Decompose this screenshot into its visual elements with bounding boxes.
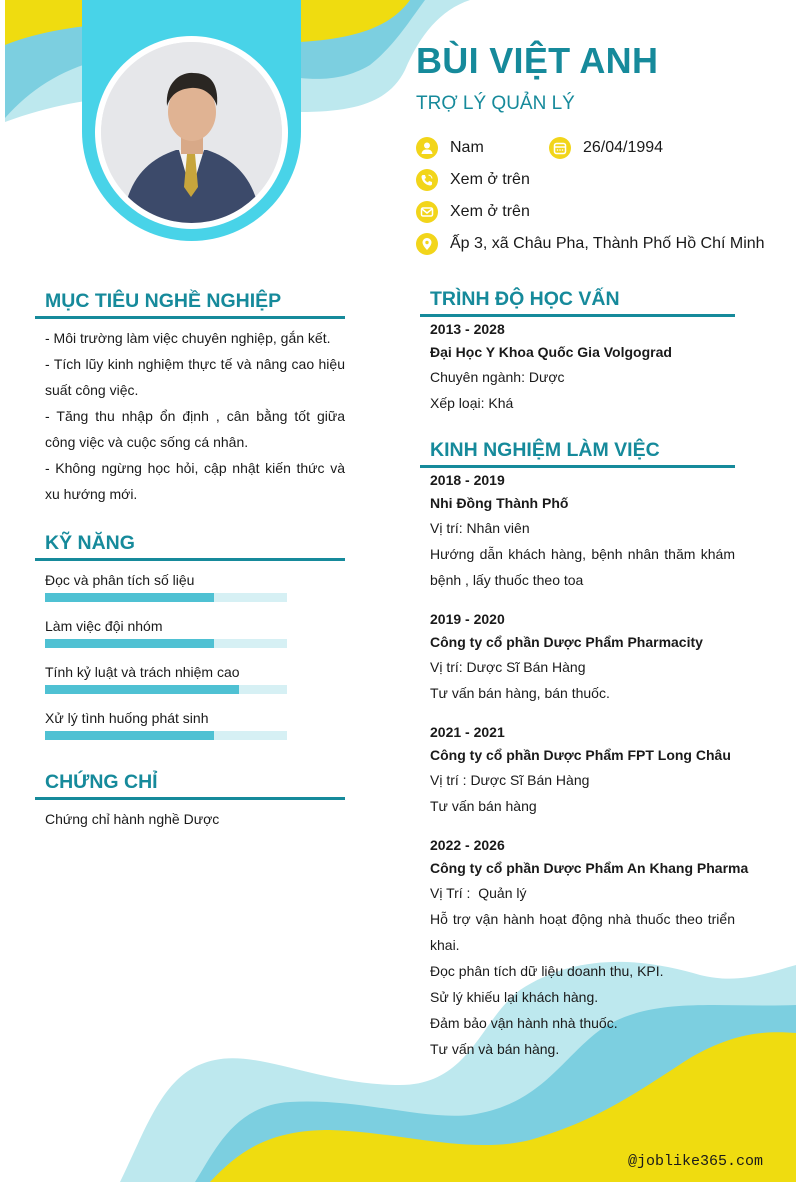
phone-row [416, 169, 530, 191]
job-detail: Hỗ trợ vận hành hoạt động nhà thuốc theo triển khai. [430, 911, 735, 953]
job-period: 2019 - 2020 [430, 611, 505, 627]
birthday-row [549, 137, 663, 159]
objective-title: MỤC TIÊU NGHỀ NGHIỆP [45, 290, 282, 312]
skill-bar-fill [45, 639, 214, 648]
education-grade: Xếp loại: Khá [430, 395, 514, 411]
gender-value: Nam [450, 139, 484, 156]
job-detail: Hướng dẫn khách hàng, bệnh nhân thăm khám bệnh , lấy thuốc theo toa [430, 546, 735, 588]
skills-title: KỸ NĂNG [45, 532, 135, 554]
objective-line: - Môi trường làm việc chuyên nghiệp, gắn kết. [45, 330, 331, 346]
objective-line: - Không ngừng học hỏi, cập nhật kiến thức và xu hướng mới. [45, 460, 345, 502]
skill-label: Tính kỷ luật và trách nhiệm cao [45, 664, 240, 680]
job-detail: Tư vấn và bán hàng. [430, 1041, 560, 1057]
education-school: Đại Học Y Khoa Quốc Gia Volgograd [430, 344, 672, 360]
certificates-title: CHỨNG CHỈ [45, 771, 158, 793]
skill-bar [45, 685, 287, 694]
phone-icon [416, 169, 438, 191]
job-company: Công ty cổ phần Dược Phẩm Pharmacity [430, 634, 703, 650]
job-position: Vị trí: Dược Sĩ Bán Hàng [430, 659, 586, 675]
skills-divider [35, 558, 345, 561]
birthday-value: 26/04/1994 [583, 139, 664, 156]
email-row [416, 201, 530, 223]
job-position: Vị Trí : Quản lý [430, 885, 527, 901]
user-icon [416, 137, 438, 159]
email-value: Xem ở trên [450, 203, 530, 220]
skill-bar [45, 593, 287, 602]
job-company: Công ty cổ phần Dược Phẩm FPT Long Châu [430, 747, 731, 763]
certificates-divider [35, 797, 345, 800]
certificate-item: Chứng chỉ hành nghề Dược [45, 811, 220, 827]
job-position: Vị trí : Dược Sĩ Bán Hàng [430, 772, 590, 788]
job-period: 2022 - 2026 [430, 837, 505, 853]
skill-bar [45, 639, 287, 648]
education-title: TRÌNH ĐỘ HỌC VẤN [430, 288, 620, 310]
address-row [416, 233, 765, 255]
skill-bar-fill [45, 593, 214, 602]
job-detail: Tư vấn bán hàng [430, 798, 537, 814]
objective-list [45, 325, 345, 507]
mail-icon [416, 201, 438, 223]
skill-bar [45, 731, 287, 740]
location-pin-icon [416, 233, 438, 255]
job-period: 2021 - 2021 [430, 724, 505, 740]
skill-label: Làm việc đội nhóm [45, 618, 163, 634]
job-title: TRỢ LÝ QUẢN LÝ [416, 93, 575, 114]
calendar-icon [549, 137, 571, 159]
job-period: 2018 - 2019 [430, 472, 505, 488]
address-value: Ấp 3, xã Châu Pha, Thành Phố Hồ Chí Minh [450, 235, 765, 252]
watermark: @joblike365.com [628, 1153, 764, 1170]
skill-bar-fill [45, 685, 239, 694]
job-company: Công ty cổ phần Dược Phẩm An Khang Pharma [430, 860, 749, 876]
skill-label: Xử lý tình huống phát sinh [45, 710, 209, 726]
job-detail: Tư vấn bán hàng, bán thuốc. [430, 685, 610, 701]
job-detail: Đọc phân tích dữ liệu doanh thu, KPI. [430, 963, 664, 979]
job-company: Nhi Đồng Thành Phố [430, 495, 569, 511]
objective-line: - Tăng thu nhập ổn định , cân bằng tốt giữa công việc và cuộc sống cá nhân. [45, 408, 345, 450]
gender-row [416, 137, 484, 159]
candidate-name: BÙI VIỆT ANH [416, 40, 659, 81]
objective-line: - Tích lũy kinh nghiệm thực tế và nâng cao hiệu suất công việc. [45, 356, 345, 398]
job-detail: Sử lý khiếu lại khách hàng. [430, 989, 599, 1005]
person-photo-icon [101, 42, 282, 223]
education-major: Chuyên ngành: Dược [430, 369, 565, 385]
experience-title: KINH NGHIỆM LÀM VIỆC [430, 439, 660, 461]
education-period: 2013 - 2028 [430, 321, 505, 337]
objective-divider [35, 316, 345, 319]
phone-value: Xem ở trên [450, 171, 530, 188]
skill-label: Đọc và phân tích số liệu [45, 572, 195, 588]
job-position: Vị trí: Nhân viên [430, 520, 530, 536]
profile-photo [101, 42, 282, 223]
job-detail: Đảm bảo vận hành nhà thuốc. [430, 1015, 618, 1031]
skill-bar-fill [45, 731, 214, 740]
